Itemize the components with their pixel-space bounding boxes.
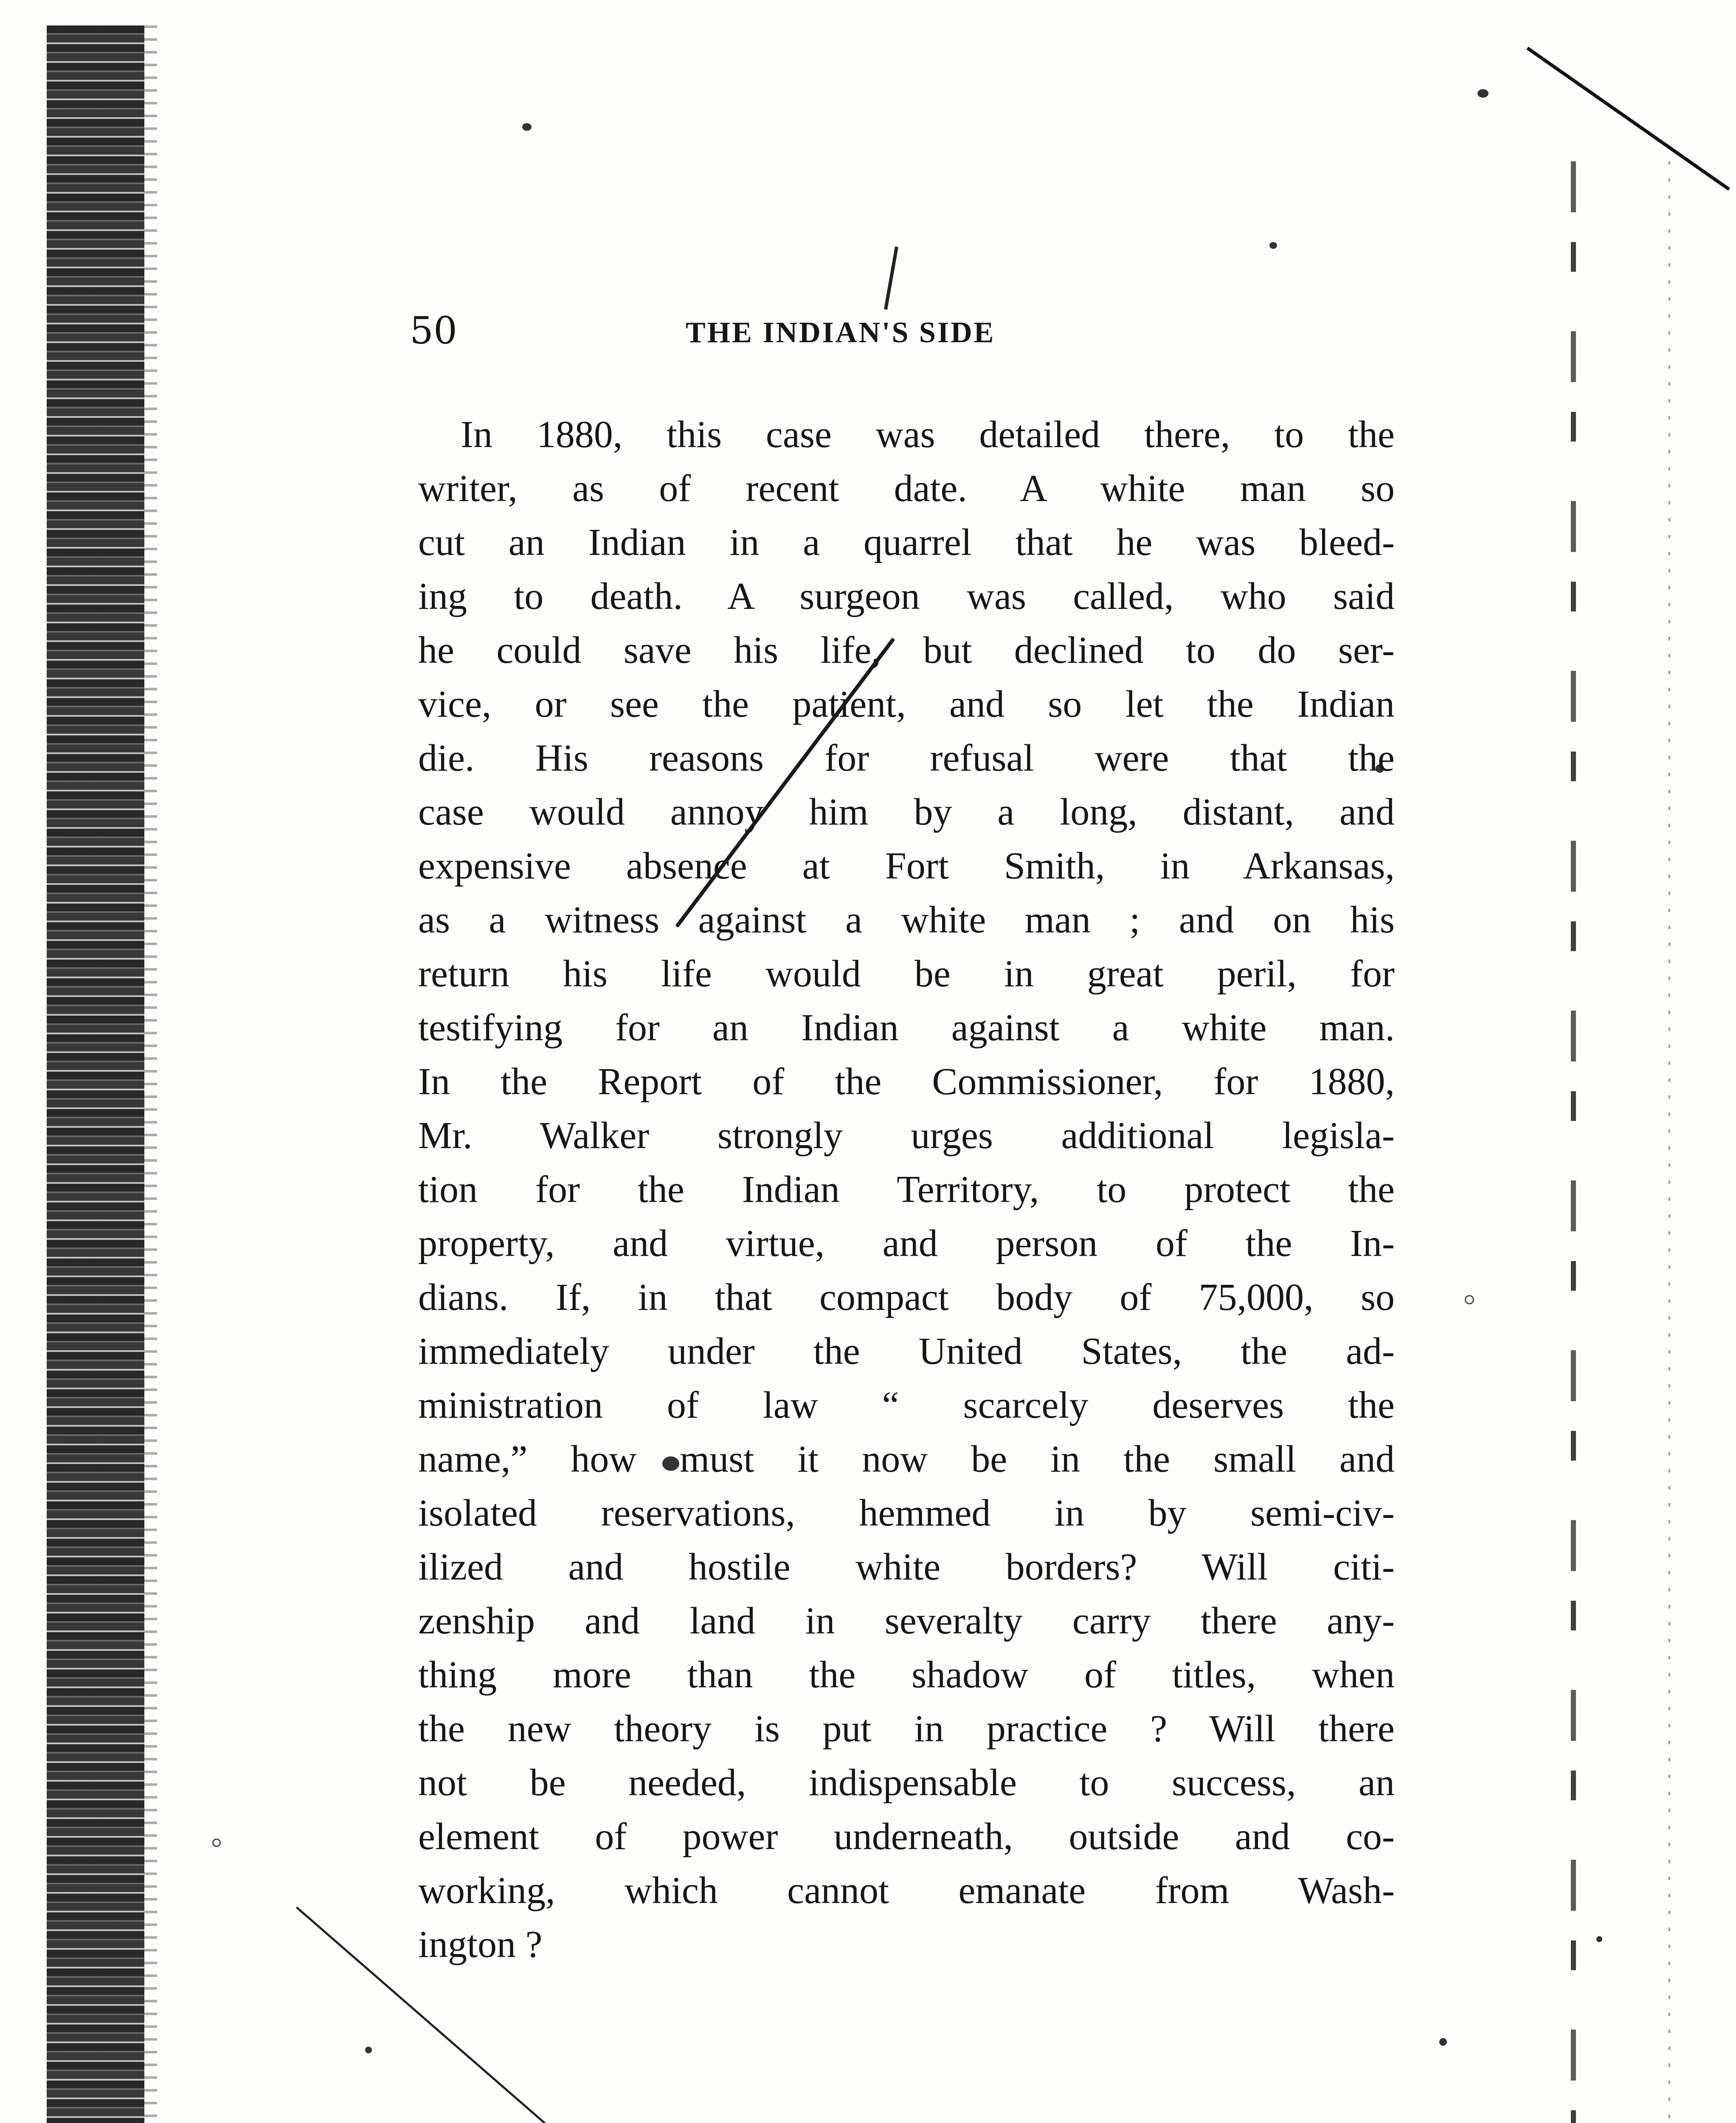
binding-shadow	[144, 25, 157, 2123]
speck	[1596, 1936, 1602, 1942]
text-line: the new theory is put in practice ? Will there	[418, 1708, 1395, 1750]
speck	[365, 2047, 372, 2053]
speck	[212, 1839, 221, 1847]
text-line: dians. If, in that compact body of 75,000, so	[418, 1276, 1395, 1318]
text-line: thing more than the shadow of titles, when	[418, 1654, 1395, 1696]
text-line: immediately under the United States, the ad-	[418, 1330, 1395, 1372]
text-line: writer, as of recent date. A white man so	[418, 467, 1395, 510]
right-edge-dots	[1668, 161, 1670, 2123]
pen-tick	[884, 246, 898, 310]
right-edge-mark	[1571, 161, 1576, 2123]
text-line: case would annoy him by a long, distant, and	[418, 791, 1395, 833]
text-line: die. His reasons for refusal were that the	[418, 737, 1395, 779]
text-line: In 1880, this case was detailed there, to the	[461, 414, 1395, 456]
speck	[1465, 1295, 1474, 1304]
text-line: element of power underneath, outside and co-	[418, 1816, 1395, 1858]
text-line: as a witness against a white man ; and on his	[418, 899, 1395, 941]
text-line: ilized and hostile white borders? Will citi-	[418, 1546, 1395, 1588]
text-line: ministration of law “ scarcely deserves the	[418, 1384, 1395, 1426]
text-line: property, and virtue, and person of the In-	[418, 1222, 1395, 1264]
text-line: working, which cannot emanate from Wash-	[418, 1870, 1395, 1912]
text-line: name,” how must it now be in the small and	[418, 1438, 1395, 1480]
text-line: ington ?	[418, 1923, 543, 1965]
text-line: vice, or see the patient, and so let the Indian	[418, 683, 1395, 725]
body-text	[418, 408, 1395, 1971]
text-line: testifying for an Indian against a white man.	[418, 1007, 1395, 1049]
text-line: ing to death. A surgeon was called, who said	[418, 575, 1395, 617]
speck	[1439, 2038, 1447, 2046]
binding-edge	[47, 25, 144, 2123]
running-head: THE INDIAN'S SIDE	[686, 316, 996, 349]
speck	[1477, 89, 1488, 98]
diagonal-mark-top	[1526, 47, 1730, 191]
page-number: 50	[410, 309, 457, 352]
text-line: expensive absence at Fort Smith, in Arkansas,	[418, 845, 1395, 887]
text-line: In the Report of the Commissioner, for 1880,	[418, 1061, 1395, 1103]
text-line: cut an Indian in a quarrel that he was bleed-	[418, 521, 1395, 563]
text-line: zenship and land in severalty carry there any-	[418, 1600, 1395, 1642]
text-line: Mr. Walker strongly urges additional legisla-	[418, 1115, 1395, 1157]
text-line: tion for the Indian Territory, to protect the	[418, 1168, 1395, 1211]
page-header	[410, 309, 1089, 363]
text-line: not be needed, indispensable to success, an	[418, 1762, 1395, 1804]
text-line: isolated reservations, hemmed in by semi-civ-	[418, 1492, 1395, 1534]
text-line: return his life would be in great peril, for	[418, 953, 1395, 995]
speck	[522, 123, 532, 131]
text-line: he could save his life, but declined to do ser-	[418, 629, 1395, 671]
speck	[1269, 242, 1277, 249]
